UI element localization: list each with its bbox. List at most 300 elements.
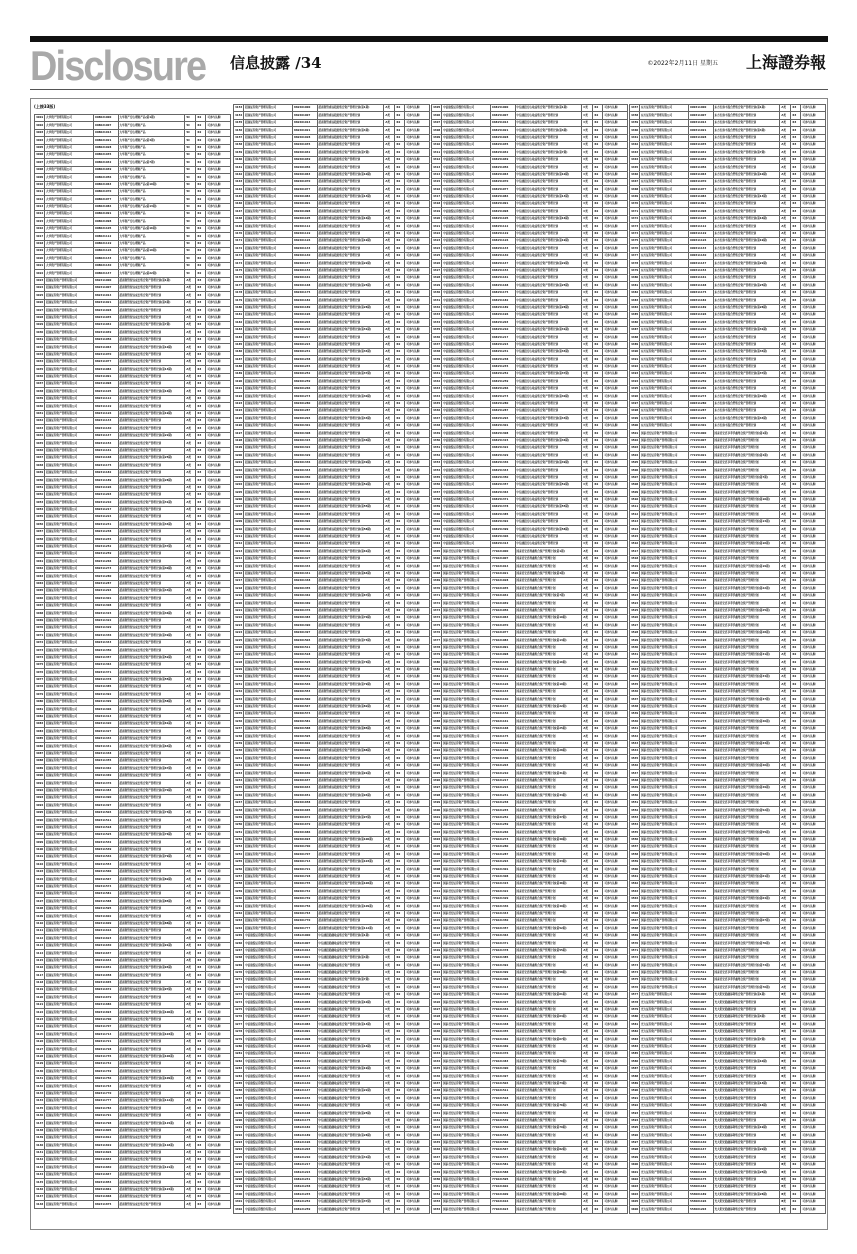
risk-level: R2	[395, 504, 405, 511]
manager-name: 国泰君安证券资产管理有限公司	[640, 526, 689, 533]
product-name: 中信建投稳健收益集合资产管理计划	[317, 1051, 384, 1058]
risk-level: R3	[791, 282, 801, 289]
status: 可参与认购	[603, 526, 628, 533]
risk-level: R3	[196, 602, 206, 609]
product-code: 668151364	[491, 489, 516, 496]
status: 可参与认购	[405, 644, 430, 651]
risk-level: R3	[196, 1201, 206, 1208]
table-row	[234, 289, 430, 296]
risk-level: R3	[196, 669, 206, 676]
risk-level: R2	[395, 844, 405, 851]
row-number: 4220	[234, 600, 244, 607]
status: 可参与认购	[405, 141, 430, 148]
risk-level: R2	[593, 777, 603, 784]
row-number: 4024	[35, 284, 45, 291]
product-name: 国泰君安君享季季鑫集合资产管理计划	[713, 533, 780, 540]
table-row	[432, 208, 628, 215]
status: 可参与认购	[603, 555, 628, 562]
manager-name: 招商证券资产管理有限公司	[45, 307, 94, 314]
product-code: 882401119	[293, 230, 318, 237]
table-row	[234, 1176, 430, 1183]
row-number: 4322	[432, 230, 442, 237]
row-number: 4424	[432, 984, 442, 991]
row-number: 4329	[432, 282, 442, 289]
manager-name: 光大证券资产管理有限公司	[640, 1065, 689, 1072]
manager-name: 中信建投证券股份有限公司	[244, 1028, 293, 1035]
product-name: 中信建投安心收益集合资产管理计划	[515, 474, 582, 481]
risk-level: R2	[395, 873, 405, 880]
product-name: 大华资产安心理财产品	[118, 188, 185, 195]
product-code: 882401651	[293, 792, 318, 799]
row-number: 4550	[630, 792, 640, 799]
manager-name: 招商证券资产管理有限公司	[244, 570, 293, 577]
product-code: 553061133	[689, 1132, 714, 1139]
product-name: 国泰君安君得鑫集合资产管理计划	[515, 1176, 582, 1183]
risk-level: R2	[395, 348, 405, 355]
risk-level: R2	[593, 186, 603, 193]
risk-level: R2	[395, 799, 405, 806]
row-number: 4504	[630, 452, 640, 459]
product-name: 招商资管智远成长集合资产管理计划	[118, 1194, 185, 1201]
product-code: 882311385	[94, 684, 119, 691]
manager-name: 国泰君安证券资产管理有限公司	[640, 533, 689, 540]
product-code: 882311630	[94, 942, 119, 949]
product-code: 668121224	[293, 1169, 318, 1176]
status: 可参与认购	[405, 733, 430, 740]
share-class: A类	[384, 607, 395, 614]
manager-name: 国泰君安证券资产管理有限公司	[442, 770, 491, 777]
product-code: 771021105	[491, 659, 516, 666]
status: 可参与认购	[206, 565, 231, 572]
product-code: 990311210	[689, 326, 714, 333]
manager-name: 国泰君安证券资产管理有限公司	[640, 703, 689, 710]
risk-level: R3	[196, 580, 206, 587]
table-row	[35, 1090, 231, 1097]
manager-name: 国泰君安证券资产管理有限公司	[640, 888, 689, 895]
status: 可参与认购	[603, 866, 628, 873]
table-row	[35, 602, 231, 609]
status: 可参与认购	[405, 836, 430, 843]
product-name: 中信建投安心收益集合资产管理计划(第13期)	[515, 193, 582, 200]
product-code: 772151385	[689, 836, 714, 843]
status: 可参与认购	[405, 1014, 430, 1021]
product-name: 中信建投安心收益集合资产管理计划	[515, 518, 582, 525]
table-row	[432, 585, 628, 592]
status: 可参与认购	[603, 518, 628, 525]
product-code: 882401343	[293, 467, 318, 474]
row-number: 4155	[234, 119, 244, 126]
share-class: A类	[185, 336, 196, 343]
risk-level: R2	[791, 888, 801, 895]
risk-level: R2	[791, 1139, 801, 1146]
table-row	[35, 1134, 231, 1141]
row-number: 4451	[432, 1184, 442, 1191]
table-row	[432, 267, 628, 274]
product-code: 772151224	[689, 666, 714, 673]
product-code: 882401322	[293, 444, 318, 451]
risk-level: R3	[791, 415, 801, 422]
risk-level: R2	[791, 533, 801, 540]
risk-level: R2	[593, 659, 603, 666]
product-code: 771021420	[491, 991, 516, 998]
row-number: 4216	[234, 570, 244, 577]
status: 可参与认购	[801, 881, 826, 888]
manager-name: 国泰君安证券资产管理有限公司	[442, 1058, 491, 1065]
manager-name: 招商证券资产管理有限公司	[244, 807, 293, 814]
table-row	[630, 1169, 826, 1176]
risk-level: R3	[791, 252, 801, 259]
risk-level: R3	[791, 164, 801, 171]
product-code: 772151161	[689, 600, 714, 607]
share-class: A类	[582, 962, 593, 969]
table-row	[35, 1112, 231, 1119]
manager-name: 招商证券资产管理有限公司	[244, 459, 293, 466]
share-class: A类	[185, 920, 196, 927]
product-name: 中信建投稳健收益集合资产管理计划(第19期)	[317, 1065, 384, 1072]
product-code: 882311602	[94, 913, 119, 920]
product-code: 882401672	[293, 814, 318, 821]
risk-level: R2	[395, 304, 405, 311]
manager-name: 中信建投证券股份有限公司	[244, 1154, 293, 1161]
status: 可参与认购	[801, 903, 826, 910]
risk-level: R2	[593, 459, 603, 466]
product-name: 国泰君安君得鑫集合资产管理计划(第43期)	[515, 858, 582, 865]
product-code: 771021483	[491, 1058, 516, 1065]
risk-level: R2	[593, 696, 603, 703]
product-name: 国泰君安君得鑫集合资产管理计划(第40期)	[515, 836, 582, 843]
product-code: 668151280	[491, 400, 516, 407]
manager-name: 招商证券资产管理有限公司	[244, 496, 293, 503]
row-number: 4291	[234, 1124, 244, 1131]
risk-level: R2	[593, 962, 603, 969]
product-code: 771021539	[491, 1117, 516, 1124]
share-class: A类	[780, 762, 791, 769]
product-code: 771021301	[491, 866, 516, 873]
share-class: A类	[582, 740, 593, 747]
risk-level: R2	[791, 821, 801, 828]
share-class: B类	[780, 1043, 791, 1050]
table-row	[234, 858, 430, 865]
table-row	[630, 821, 826, 828]
manager-name: 招商证券资产管理有限公司	[244, 319, 293, 326]
product-name: 招商资管智远成长集合资产管理计划	[118, 1127, 185, 1134]
share-class: A类	[780, 474, 791, 481]
row-number: 4061	[35, 558, 45, 565]
status: 可参与认购	[801, 999, 826, 1006]
product-code: 771021378	[491, 947, 516, 954]
manager-name: 中信建投证券股份有限公司	[442, 511, 491, 518]
product-code: 772151238	[689, 681, 714, 688]
product-code: 990311161	[689, 274, 714, 281]
product-code: 772151497	[689, 954, 714, 961]
share-class: A类	[185, 403, 196, 410]
manager-name: 国泰君安证券资产管理有限公司	[442, 651, 491, 658]
table-row	[432, 688, 628, 695]
product-name: 招商资管智远成长集合资产管理计划	[118, 647, 185, 654]
share-class: A类	[780, 592, 791, 599]
manager-name: 招商证券资产管理有限公司	[244, 881, 293, 888]
row-number: 4169	[234, 223, 244, 230]
share-class: C类	[582, 393, 593, 400]
table-row	[35, 403, 231, 410]
product-name: 中信建投稳健收益集合资产管理计划(第28期)	[317, 1132, 384, 1139]
table-row	[234, 821, 430, 828]
product-code: 882311252	[94, 543, 119, 550]
manager-name: 国泰君安证券资产管理有限公司	[442, 858, 491, 865]
row-number: 4341	[432, 371, 442, 378]
share-class: C类	[384, 1058, 395, 1065]
risk-level: R2	[395, 962, 405, 969]
table-row	[234, 977, 430, 984]
product-name: 大华资产安心理财产品(第1期)	[118, 115, 185, 122]
product-name: 招商资管智远成长集合资产管理计划	[118, 972, 185, 979]
table-row	[630, 1161, 826, 1168]
product-code: 882311553	[94, 861, 119, 868]
product-name: 国泰君安君得鑫集合资产管理计划(第79期)	[515, 1124, 582, 1131]
row-number: 4429	[432, 1021, 442, 1028]
product-name: 光大阳光稳健添利集合资产管理计划(第4期)	[713, 1014, 780, 1021]
manager-name: 大华资产管理有限公司	[45, 137, 94, 144]
share-class: A类	[384, 762, 395, 769]
manager-name: 招商证券资产管理有限公司	[244, 821, 293, 828]
product-code: 772151021	[689, 452, 714, 459]
share-class: A类	[185, 898, 196, 905]
product-code: 771021490	[491, 1065, 516, 1072]
row-number: 4183	[234, 326, 244, 333]
risk-level: R2	[791, 1021, 801, 1028]
share-class: 5C	[185, 115, 196, 122]
product-code: 668121154	[293, 1095, 318, 1102]
row-number: 4115	[35, 957, 45, 964]
status: 可参与认购	[405, 511, 430, 518]
manager-name: 招商证券资产管理有限公司	[45, 1009, 94, 1016]
share-class: A类	[780, 607, 791, 614]
manager-name: 国泰君安证券资产管理有限公司	[640, 674, 689, 681]
share-class: A类	[384, 925, 395, 932]
manager-name: 国泰君安证券资产管理有限公司	[442, 762, 491, 769]
share-class: A类	[780, 969, 791, 976]
product-name: 招商资管智远成长集合资产管理计划	[118, 927, 185, 934]
status: 可参与认购	[206, 817, 231, 824]
product-name: 招商资管智远成长集合资产管理计划(第7期)	[118, 321, 185, 328]
share-class: A类	[780, 792, 791, 799]
row-number: 4389	[432, 725, 442, 732]
manager-name: 中信建投证券股份有限公司	[244, 1102, 293, 1109]
risk-level: R2	[196, 255, 206, 262]
table-row	[630, 578, 826, 585]
product-name: 国泰君安君享季季鑫集合资产管理计划	[713, 614, 780, 621]
product-name: 中信建投安心收益集合资产管理计划	[515, 467, 582, 474]
share-class: A类	[780, 932, 791, 939]
risk-level: R2	[395, 208, 405, 215]
table-row	[35, 750, 231, 757]
share-class: A类	[582, 792, 593, 799]
status: 可参与认购	[603, 260, 628, 267]
share-class: C类	[384, 1102, 395, 1109]
status: 可参与认购	[801, 311, 826, 318]
product-name: 招商资管智远成长集合资产管理计划	[118, 691, 185, 698]
table-row	[35, 913, 231, 920]
status: 可参与认购	[206, 1112, 231, 1119]
row-number: 4270	[234, 969, 244, 976]
status: 可参与认购	[801, 799, 826, 806]
status: 可参与认购	[603, 437, 628, 444]
manager-name: 招商证券资产管理有限公司	[244, 858, 293, 865]
manager-name: 国泰君安证券资产管理有限公司	[442, 1147, 491, 1154]
status: 可参与认购	[801, 681, 826, 688]
manager-name: 招商证券资产管理有限公司	[45, 454, 94, 461]
share-class: A类	[780, 304, 791, 311]
product-code: 668121203	[293, 1147, 318, 1154]
product-code: 882401357	[293, 481, 318, 488]
status: 可参与认购	[801, 289, 826, 296]
product-code: 772151203	[689, 644, 714, 651]
share-class: A类	[384, 637, 395, 644]
manager-name: 中信建投证券股份有限公司	[244, 1014, 293, 1021]
risk-level: R2	[593, 910, 603, 917]
row-number: 4312	[432, 156, 442, 163]
risk-level: R2	[593, 799, 603, 806]
status: 可参与认购	[801, 378, 826, 385]
share-class: A类	[582, 1161, 593, 1168]
risk-level: R2	[593, 866, 603, 873]
row-number: 4544	[630, 747, 640, 754]
share-class: A类	[780, 917, 791, 924]
manager-name: 招商证券资产管理有限公司	[45, 669, 94, 676]
row-number: 4527	[630, 622, 640, 629]
manager-name: 招商证券资产管理有限公司	[45, 735, 94, 742]
manager-name: 中信建投证券股份有限公司	[244, 947, 293, 954]
table-row	[630, 1073, 826, 1080]
table-row	[630, 444, 826, 451]
share-class: A类	[582, 814, 593, 821]
product-code: 882401476	[293, 607, 318, 614]
table-row	[630, 895, 826, 902]
table-row	[35, 1157, 231, 1164]
row-number: 4408	[432, 866, 442, 873]
risk-level: R2	[791, 873, 801, 880]
status: 可参与认购	[405, 1154, 430, 1161]
share-class: A类	[582, 644, 593, 651]
manager-name: 国泰君安证券资产管理有限公司	[442, 1110, 491, 1117]
status: 可参与认购	[603, 208, 628, 215]
product-name: 招商资管睿远稳进集合资产管理计划	[317, 467, 384, 474]
status: 可参与认购	[206, 447, 231, 454]
manager-name: 国泰君安证券资产管理有限公司	[442, 991, 491, 998]
risk-level: R2	[791, 1036, 801, 1043]
risk-level: R2	[593, 895, 603, 902]
table-row	[432, 829, 628, 836]
manager-name: 国泰君安证券资产管理有限公司	[640, 873, 689, 880]
risk-level: R2	[791, 688, 801, 695]
row-number: 4286	[234, 1087, 244, 1094]
table-row	[234, 548, 430, 555]
share-class: C类	[384, 1169, 395, 1176]
row-number: 4275	[234, 1006, 244, 1013]
row-number: 4357	[432, 489, 442, 496]
status: 可参与认购	[801, 666, 826, 673]
row-number: 4560	[630, 866, 640, 873]
product-code: 882311812	[94, 1134, 119, 1141]
share-class: A类	[780, 829, 791, 836]
row-number: 4226	[234, 644, 244, 651]
product-name: 国泰君安君享季季鑫集合资产管理计划	[713, 954, 780, 961]
product-name: 招商资管智远成长集合资产管理计划(第4期)	[118, 299, 185, 306]
product-name: 国泰君安君享季季鑫集合资产管理计划(第40期)	[713, 718, 780, 725]
manager-name: 东方证券资产管理有限公司	[640, 215, 689, 222]
product-name: 国泰君安君享季季鑫集合资产管理计划	[713, 637, 780, 644]
share-class: A类	[384, 799, 395, 806]
row-number: 4515	[630, 533, 640, 540]
row-number: 4043	[35, 425, 45, 432]
manager-name: 招商证券资产管理有限公司	[45, 1179, 94, 1186]
manager-name: 国泰君安证券资产管理有限公司	[442, 1154, 491, 1161]
manager-name: 中信建投证券股份有限公司	[442, 304, 491, 311]
share-class: A类	[185, 1149, 196, 1156]
manager-name: 国泰君安证券资产管理有限公司	[442, 703, 491, 710]
product-name: 东方红睿丰混合型集合资产管理计划	[713, 245, 780, 252]
product-code: 882401504	[293, 637, 318, 644]
manager-name: 招商证券资产管理有限公司	[45, 469, 94, 476]
row-number: 4133	[35, 1090, 45, 1097]
product-code: 772151014	[689, 444, 714, 451]
product-code: 668121189	[293, 1132, 318, 1139]
risk-level: R2	[196, 115, 206, 122]
table-row	[234, 245, 430, 252]
product-name: 招商资管睿远稳进集合资产管理计划	[317, 363, 384, 370]
product-name: 国泰君安君享季季鑫集合资产管理计划	[713, 910, 780, 917]
table-row	[630, 784, 826, 791]
share-class: C类	[384, 1206, 395, 1213]
table-row	[35, 964, 231, 971]
row-number: 4367	[432, 563, 442, 570]
status: 可参与认购	[206, 336, 231, 343]
risk-level: R2	[196, 203, 206, 210]
product-code: 882401434	[293, 563, 318, 570]
share-class: A类	[185, 1201, 196, 1208]
product-code: 771021084	[491, 637, 516, 644]
manager-name: 国泰君安证券资产管理有限公司	[640, 430, 689, 437]
manager-name: 招商证券资产管理有限公司	[244, 688, 293, 695]
manager-name: 大华资产管理有限公司	[45, 225, 94, 232]
status: 可参与认购	[603, 178, 628, 185]
product-name: 招商资管睿远稳进集合资产管理计划(第85期)	[317, 725, 384, 732]
risk-level: R2	[395, 881, 405, 888]
product-code: 882401091	[293, 201, 318, 208]
table-row	[234, 186, 430, 193]
share-class: A类	[384, 459, 395, 466]
table-row	[234, 1021, 430, 1028]
status: 可参与认购	[603, 659, 628, 666]
risk-level: R2	[593, 252, 603, 259]
manager-name: 招商证券资产管理有限公司	[244, 208, 293, 215]
product-code: 882311427	[94, 728, 119, 735]
product-name: 招商资管智远成长集合资产管理计划	[118, 639, 185, 646]
status: 可参与认购	[801, 223, 826, 230]
table-row	[35, 831, 231, 838]
risk-level: R2	[395, 393, 405, 400]
status: 可参与认购	[603, 1206, 628, 1213]
row-number: 4247	[234, 799, 244, 806]
risk-level: R3	[196, 610, 206, 617]
risk-level: R2	[791, 1154, 801, 1161]
status: 可参与认购	[405, 969, 430, 976]
risk-level: R2	[395, 858, 405, 865]
table-row	[630, 674, 826, 681]
risk-level: R2	[593, 1198, 603, 1205]
manager-name: 国泰君安证券资产管理有限公司	[640, 903, 689, 910]
table-row	[35, 794, 231, 801]
